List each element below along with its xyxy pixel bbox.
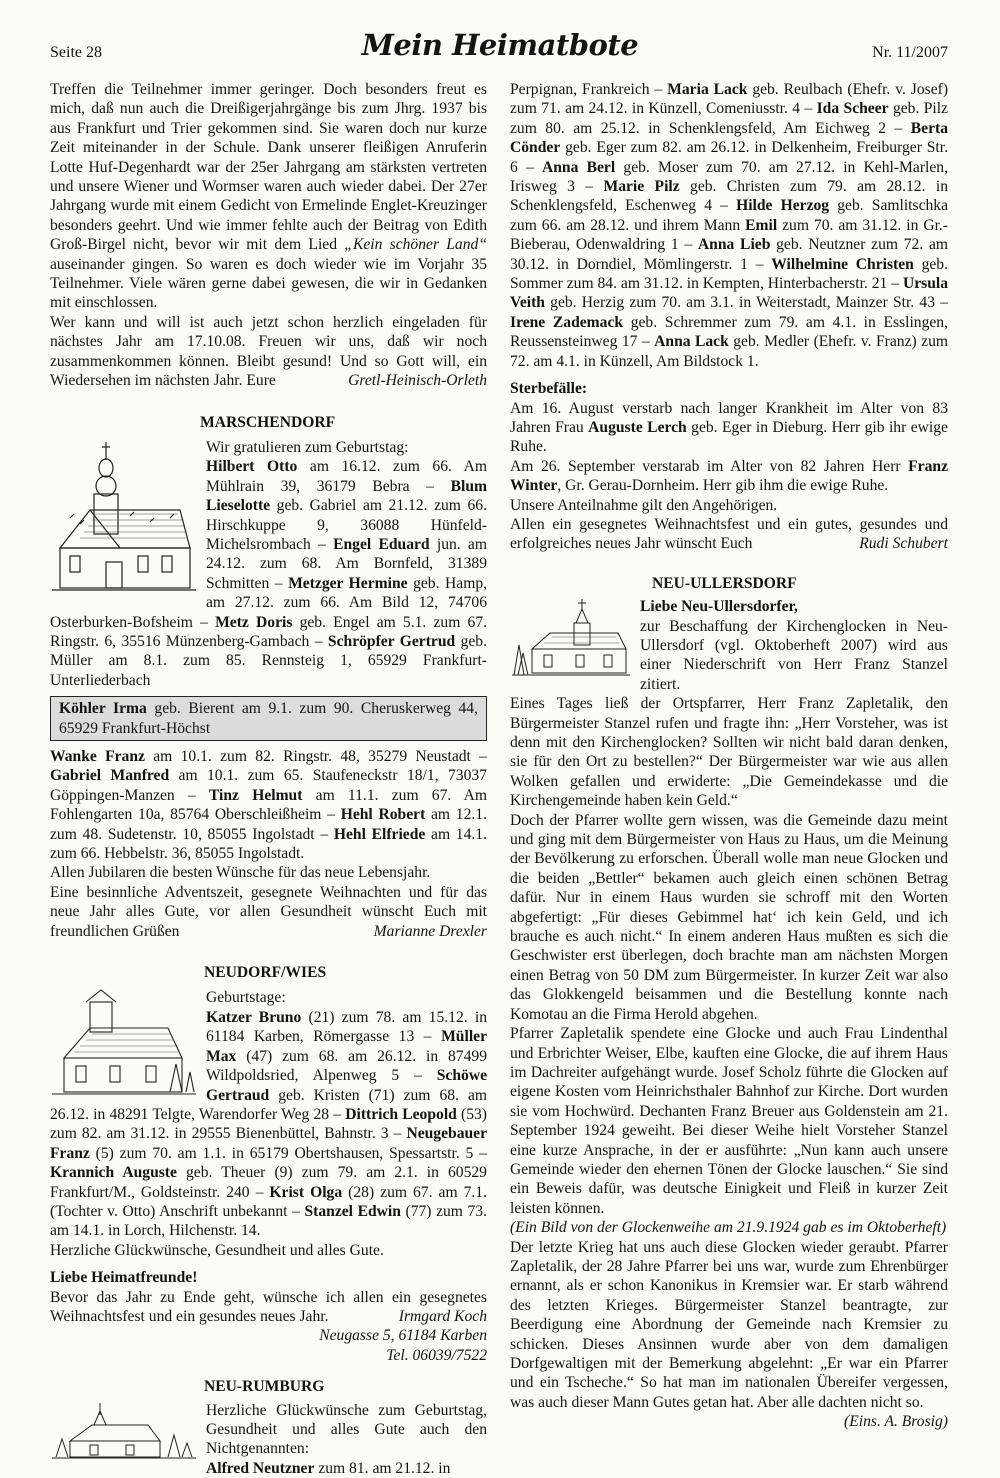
- birthday-list: Alfred Neutzner zum 81. am 21.12. in: [206, 1459, 451, 1477]
- birthday-list-2: Wanke Franz am 10.1. zum 82. Ringstr. 48, 35279 Neustadt – Gabriel Manfred am 10.1. zum 65. Staufeneckstr 18/1, 73037 Göppingen-Manzen – Tinz Helmut am 11.1. zum 67. Am Fohlengarten 10a, 85764 Oberschleißheim – Hehl Robert am 12.1. zum 48. Sudetenstr. 10, 85055 Ingolstadt – Hehl Elfriede am 14.1. zum 66. Hebbelstr. 36, 85055 Ingolstadt.: [50, 748, 488, 863]
- section-neurumburg: [50, 1377, 487, 1478]
- signature-address: Neugasse 5, 61184 Karben: [319, 1327, 487, 1345]
- story-paragraph-3: Pfarrer Zapletalik spendete eine Glocke und auch Frau Lindenthal und Erbrichter Weiser, Elbe, kauften eine Glocke, die auf ihrem Haus im Dachreiter aufgehängt wurde. Josef Scholz führte die Glocken auf eigene Kosten vom Heinrichsthaler Bahnhof zur Kirche. Dort wurden sie vom Hochwürd. Dechanten Franz Breuer aus Goldenstein am 21. September 1924 geweiht. Bei dieser Weihe hielt Vorsteher Stanzel eine kurze Ansprache, in der er ausführte: „Nun kann auch unsere Gemeinde wieder den ehernen Tönen der Glocke lauschen.“ Sie sind ein Beweis dafür, was deutsche Einigkeit und Fleiß in kurzer Zeit leisten können.: [510, 1025, 948, 1217]
- section-title: NEU-ULLERSDORF: [652, 574, 797, 592]
- story-paragraph-2: Doch der Pfarrer wollte gern wissen, was die Gemeinde dazu meint und ging mit dem Bürgermeister von Haus zu Haus, um die Meinung der Bevölkerung zu erforschen. Überall wolle man neue Glocken und die beiden „Bettler“ bekamen auch gleich einen schönen Betrag dafür. Nur in einem Haus wurden sie schroff mit den Worten abgefertigt: „Für dieses Gebimmel hat‘ ich kein Geld, und ich brauche es auch nicht.“ In einem anderen Haus mußten es sich die Geschwister erst überlegen, doch brachte man am nächsten Morgen einen Betrag von 50 DM zum Bürgermeister. In kurzer Zeit war also das Glokkengeld beisammen und die Bestellung konnte nach Komotau an die Firma Herold abgehen.: [510, 811, 948, 1023]
- closing: Bevor das Jahr zu Ende geht, wünsche ich allen ein gesegnetes Weihnachtsfest und ein gesundes neues Jahr. Irmgard Koch: [50, 1288, 487, 1325]
- right-column: [510, 80, 948, 1432]
- obituary-2: Am 26. September verstarab im Alter von 82 Jahren Herr Franz Winter, Gr. Gerau-Dornheim. Herr gib ihm die ewige Ruhe.: [510, 457, 948, 495]
- section-title: NEU-RUMBURG: [204, 1378, 325, 1396]
- section-marschendorf: [50, 413, 487, 942]
- subheading: Liebe Heimatfreunde!: [50, 1269, 198, 1287]
- subheading: Liebe Neu-Ullersdorfer,: [640, 598, 798, 616]
- section-title: NEUDORF/WIES: [204, 964, 327, 982]
- section-neu-ullersdorf: [510, 574, 948, 1431]
- neurumburg-text: Herzliche Glückwünsche zum Geburtstag, Gesundheit und alles Gute auch den Nichtgenannten:: [206, 1401, 487, 1458]
- church-illustration-icon: [50, 438, 198, 596]
- masthead-logo: Mein Heimatbote: [361, 28, 639, 62]
- closing: Eine besinnliche Adventszeit, gesegnete Weihnachten und für das neue Jahr alles Gute, vor allen Gesundheit wünscht Euch mit freundlichen Grüßen Marianne Drexler: [50, 883, 487, 940]
- wishes: Herzliche Glückwünsche, Gesundheit und alles Gute.: [50, 1241, 384, 1259]
- section-title: MARSCHENDORF: [200, 413, 336, 431]
- intro: zur Beschaffung der Kirchenglocken in Neu-Ullersdorf (vgl. Oktoberheft 2007) wird aus einer Niederschrift von Herr Franz Stanzel zitiert.: [640, 617, 948, 693]
- invite-paragraph: Wer kann und will ist auch jetzt schon herzlich eingeladen für nächstes Jahr am 17.10.08. Freuen wir uns, daß wir noch zusammenkommen können. Bleibt gesund! Und so Gott will, ein Wiedersehen im nächsten Jahr. Eure Gretl-Heinisch-Orleth: [50, 313, 487, 390]
- section-title: Sterbefälle:: [510, 380, 588, 398]
- signature-phone: Tel. 06039/7522: [386, 1346, 487, 1364]
- birthday-list: Hilbert Otto am 16.12. zum 66. Am Mühlrain 39, 36179 Bebra – Blum Lieselotte geb. Gabriel am 21.12. zum 66. Hirschkuppe 9, 36088 Hünfeld-Michelsrombach – Engel Eduard jun. am 24.12. zum 68. Am Bornfeld, 31389 Schmitten – Metzger Hermine geb. Hamp, am 27.12. zum 66. Am Bild 12, 74706 Osterburken-Bofsheim – Metz Doris geb. Engel am 5.1. zum 67. Ringstr. 6, 35516 Münzenberg-Gambach – Schröpfer Gertrud geb. Müller am 8.1. zum 85. Rennsteig 1, 65929 Frankfurt-Unterliederbach: [50, 458, 488, 689]
- obituary-1: Am 16. August verstarb nach langer Krankheit im Alter von 83 Jahren Frau Auguste Lerch geb. Eger in Dieburg. Herr gib ihr ewige Ruhe.: [510, 399, 948, 456]
- story-note: (Ein Bild von der Glockenweihe am 21.9.1924 gab es im Oktoberheft): [510, 1219, 947, 1237]
- church-illustration-icon: [50, 1401, 198, 1461]
- birthday-list: Katzer Bruno (21) zum 78. am 15.12. in 61184 Karben, Römergasse 13 – Müller Max (47) zum 68. am 26.12. in 87499 Wildpoldsried, Alpenweg 5 – Schöwe Gertraud geb. Kristen (71) zum 68. am 26.12. in 48291 Telgte, Warendorfer Weg 28 – Dittrich Leopold (53) zum 82. am 31.12. in 29555 Bienenbüttel, Bahnstr. 3 – Neugebauer Franz (5) zum 70. am 1.1. in 65179 Obertshausen, Spessartstr. 5 – Krannich Auguste geb. Theuer (9) zum 79. am 2.1. in 60529 Frankfurt/M., Goldsteinstr. 240 – Krist Olga (28) zum 67. am 7.1. (Tochter v. Otto) Anschrift unbekannt – Stanzel Edwin (77) zum 73. am 14.1. in Lorch, Hilchenstr. 14.: [50, 1008, 488, 1240]
- greeting: Geburtstage:: [206, 989, 286, 1007]
- signature: (Eins. A. Brosig): [844, 1413, 948, 1431]
- highlight-box: Köhler Irma geb. Bierent am 9.1. zum 90. Cheruskerweg 44, 65929 Frankfurt-Höchst: [50, 696, 487, 741]
- story-paragraph-1: Eines Tages ließ der Ortspfarrer, Herr Franz Zapletalik, den Bürgermeister Stanzel rufen und fragte ihn: „Herr Vorsteher, was ist denn mit den Kirchenglocken? Sollten wir nicht bald daran denken, sie für den Ort zu bestellen?“ Der Bürgermeister war wie aus allen Wolken gefallen und erwiderte: „Die Gemeindekasse und die Kirchengemeinde haben kein Geld.“: [510, 695, 948, 810]
- greeting: Wir gratulieren zum Geburtstag:: [206, 438, 409, 456]
- wishes: Allen Jubilaren die besten Wünsche für das neue Lebensjahr.: [50, 864, 431, 882]
- closing: Allen ein gesegnetes Weihnachtsfest und ein gutes, gesundes und erfolgreiches neues Jahr wünscht Euch Rudi Schubert: [510, 515, 948, 553]
- birthday-list-continued: Perpignan, Frankreich – Maria Lack geb. Reulbach (Ehefr. v. Josef) zum 71. am 24.12. in Künzell, Comeniusstr. 4 – Ida Scheer geb. Pilz zum 80. am 25.12. in Schenklengsfeld, Am Eichweg 2 – Berta Cönder geb. Eger zum 82. am 26.12. in Delkenheim, Freiburger Str. 6 – Anna Berl geb. Moser zum 70. am 27.12. in Kehl-Marlen, Irisweg 3 – Marie Pilz geb. Christen zum 79. am 28.12. in Schenklengsfeld, Eschenweg 4 – Hilde Herzog geb. Samlitschka zum 66. am 28.12. und ihrem Mann Emil zum 70. am 31.12. in Gr.-Bieberau, Odenwaldring 1 – Anna Lieb geb. Neutzner zum 72. am 30.12. in Dorndiel, Mömlingerstr. 1 – Wilhelmine Christen geb. Sommer zum 84. am 31.12. in Kempten, Hinterbacherstr. 21 – Ursula Veith geb. Herzig zum 70. am 3.1. in Weiterstadt, Mainzer Str. 43 – Irene Zademack geb. Schremmer zum 79. am 4.1. in Esslingen, Reussensteinweg 17 – Anna Lack geb. Medler (Ehefr. v. Franz) zum 72. am 4.1. in Künzell, Am Bildstock 1.: [510, 81, 949, 370]
- church-illustration-icon: [50, 988, 198, 1100]
- signature: Marianne Drexler: [373, 922, 487, 940]
- signature: Irmgard Koch: [398, 1307, 487, 1325]
- signature: Gretl-Heinisch-Orleth: [348, 372, 487, 390]
- intro-paragraph: Treffen die Teilnehmer immer geringer. Doch besonders freut es mich, daß nun auch die Dreißigerjahrgänge bis zum Jhrg. 1937 bis aus Frankfurt und Trier gekommen sind. Sie waren doch nur kurze Zeit miteinander in der Schule. Dank unserer fleißigen Anruferin Lotte Huf-Degenhardt war der 25er Jahrgang am stärksten vertreten und unsere Wiener und Wormser waren auch wieder dabei. Der 27er Jahrgang wurde mit einem Gedicht von Ermelinde Englet-Kreuzinger besonders geehrt. Und wie immer fehlte auch der Beitrag von Edith Groß-Birgel nicht, bevor wir mit dem Lied „Kein schöner Land“ auseinander gingen. So waren es doch wieder wie im Vorjahr 35 Teilnehmer. Viele wären gerne dabei gewesen, die wir in Gedanken mit einschlossen.: [50, 81, 487, 312]
- signature: Rudi Schubert: [859, 535, 948, 553]
- condolence: Unsere Anteilnahme gilt den Angehörigen.: [510, 496, 778, 514]
- left-column: [50, 80, 487, 1478]
- section-neudorf: [50, 963, 487, 1365]
- story-paragraph-5: Der letzte Krieg hat uns auch diese Glocken wieder geraubt. Pfarrer Zapletalik, der 28 Jahre Pfarrer bei uns war, wurde zum Ehrenbürger ernannt, als er schon Kanonikus in Kremsier war. Er starb während des letzten Krieges. Bürgermeister Stanzel beantragte, zur Beerdigung eine Abordnung der Gemeinde nach Kremsier zu schicken. Dieses Ansinnen wurde aber von dem damaligen Dorfgewaltigen mit der Bemerkung abgelehnt: „Er war ein Pfarrer und ein Tscheche.“ So hat man im nationalen Übereifer vergessen, was auch dieser Mann Gutes getan hat. Aber alle dachten nicht so. (Eins. A. Brosig): [510, 1238, 948, 1431]
- church-illustration-icon: [510, 597, 632, 681]
- section-sterbefaelle: [510, 379, 948, 554]
- issue-number: Nr. 11/2007: [872, 44, 948, 61]
- page-number: Seite 28: [50, 44, 102, 61]
